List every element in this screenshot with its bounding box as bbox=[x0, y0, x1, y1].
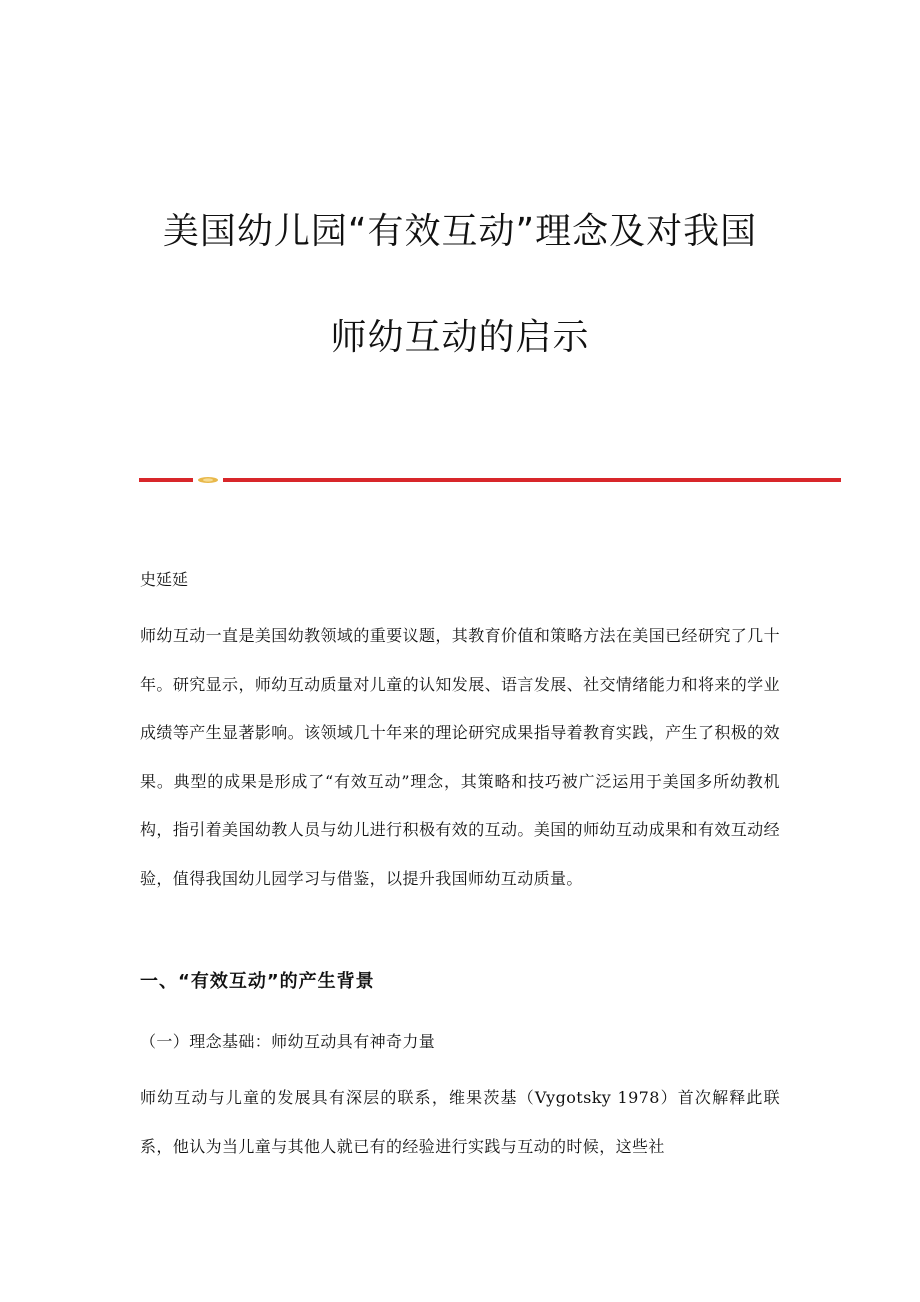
author-name: 史延延 bbox=[140, 570, 189, 589]
divider-ornament-icon bbox=[197, 476, 219, 484]
document-title bbox=[0, 208, 920, 362]
divider-bar-left bbox=[139, 478, 193, 482]
intro-paragraph: 师幼互动一直是美国幼教领域的重要议题，其教育价值和策略方法在美国已经研究了几十年。研究显示，师幼互动质量对儿童的认知发展、语言发展、社交情绪能力和将来的学业成绩等产生显著影响。该领域几十年来的理论研究成果指导着教育实践，产生了积极的效果。典型的成果是形成了“有效互动”理念，其策略和技巧被广泛运用于美国多所幼教机构，指引着美国幼教人员与幼儿进行积极有效的互动。美国的师幼互动成果和有效互动经验，值得我国幼儿园学习与借鉴，以提升我国师幼互动质量。 bbox=[140, 626, 780, 888]
sub-heading: （一）理念基础：师幼互动具有神奇力量 bbox=[140, 1032, 436, 1051]
title-line-1: 美国幼儿园“有效互动”理念及对我国 bbox=[162, 211, 758, 252]
divider-bar-right bbox=[223, 478, 841, 482]
section-heading: 一、“有效互动”的产生背景 bbox=[140, 971, 375, 992]
title-line-2: 师幼互动的启示 bbox=[330, 317, 590, 358]
body-paragraph: 师幼互动与儿童的发展具有深层的联系，维果茨基（Vygotsky 1978）首次解释此联系，他认为当儿童与其他人就已有的经验进行实践与互动的时候，这些社 bbox=[140, 1088, 780, 1156]
title-divider bbox=[139, 478, 841, 482]
